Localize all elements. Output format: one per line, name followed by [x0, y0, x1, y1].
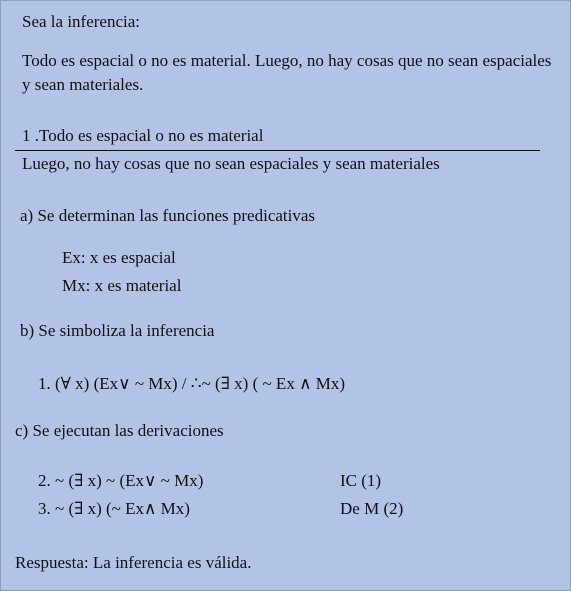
- inference-divider: [15, 150, 540, 151]
- derivation-2-justification: IC (1): [340, 471, 382, 490]
- step-b-heading: b) Se simboliza la inferencia: [20, 321, 215, 340]
- symbolized-inference: 1. (∀ x) (Ex∨ ~ Mx) / ∴~ (∃ x) ( ~ Ex ∧ Mx): [38, 374, 346, 393]
- derivation-3-formula: 3. ~ (∃ x) (~ Ex∧ Mx): [38, 499, 190, 518]
- derivation-3-justification: De M (2): [340, 499, 404, 518]
- predicate-e: Ex: x es espacial: [62, 248, 176, 267]
- intro-text: Sea la inferencia:: [22, 12, 140, 31]
- predicate-m: Mx: x es material: [62, 276, 182, 295]
- conclusion-line: Luego, no hay cosas que no sean espaciales y sean materiales: [22, 154, 440, 173]
- premise-line: 1 .Todo es espacial o no es material: [22, 126, 264, 145]
- inference-statement: Todo es espacial o no es material. Luego, no hay cosas que no sean espaciales y sean materiales.: [22, 51, 552, 94]
- step-c-heading: c) Se ejecutan las derivaciones: [15, 421, 224, 440]
- step-a-heading: a) Se determinan las funciones predicativas: [20, 206, 316, 225]
- derivation-2-formula: 2. ~ (∃ x) ~ (Ex∨ ~ Mx): [38, 471, 204, 490]
- answer-text: Respuesta: La inferencia es válida.: [15, 553, 252, 572]
